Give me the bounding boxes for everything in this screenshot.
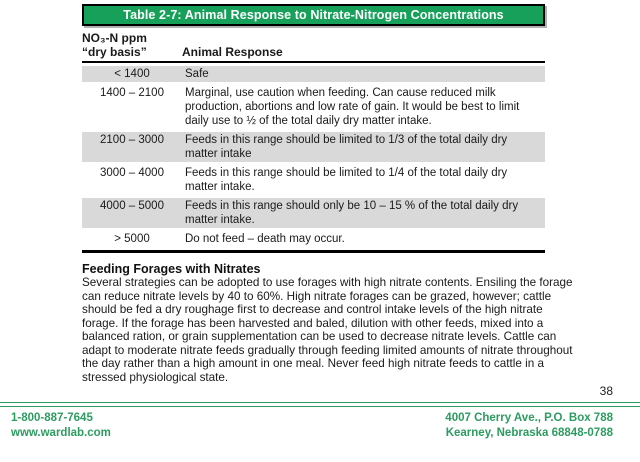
section-body: Several strategies can be adopted to use forages with high nitrate contents. Ensiling the forage can reduce nitrate levels by 40 to 60%. High nitrate forages can be grazed, however; cattle should be fed a dry roughage first to decrease and control intake levels of the high nitrate forage. If the forage has been harvested and baled, dilution with other feeds, mixed into a balanced ration, or grain supplementation can be used to decrease nitrate levels. Cattle can adapt to moderate nitrate feeds gradually through feeding limited amounts of nitrate throughout the day rather than a high amount in one meal. Never feed high nitrate feeds to cattle in a stressed physiological state. [82, 276, 573, 384]
table-title-bar [82, 4, 545, 26]
column-header-animal-response: Animal Response [182, 31, 545, 63]
column-header-concentration-line1: NO₃-N ppm [82, 31, 147, 45]
column-header-concentration-line2: “dry basis” [82, 45, 147, 59]
response-cell: Safe [182, 66, 545, 82]
page-content [82, 4, 573, 384]
table-row [82, 132, 545, 162]
footer-divider [0, 402, 640, 407]
response-cell: Feeds in this range should only be 10 – 15 % of the total daily dry matter intake. [182, 198, 545, 228]
range-cell: 4000 – 5000 [82, 198, 182, 228]
table-title: Table 2-7: Animal Response to Nitrate-Nitrogen Concentrations [123, 8, 504, 22]
range-cell: 1400 – 2100 [100, 87, 164, 99]
footer-contact-right [445, 411, 613, 441]
section-heading: Feeding Forages with Nitrates [82, 262, 261, 276]
range-cell: < 1400 [82, 66, 182, 82]
footer-address-line1: 4007 Cherry Ave., P.O. Box 788 [445, 412, 613, 424]
table-row [82, 66, 545, 82]
table-row [82, 165, 545, 195]
response-cell: Marginal, use caution when feeding. Can cause reduced milk production, abortions and low rate of gain. It would be best to limit daily use to ½ of the total daily dry matter intake. [185, 87, 520, 127]
range-cell: 2100 – 3000 [82, 132, 182, 162]
footer-contact-left [11, 411, 111, 441]
footer-website: www.wardlab.com [11, 427, 111, 439]
table-header-row [82, 31, 545, 63]
range-cell: > 5000 [114, 233, 150, 245]
footer-address-line2: Kearney, Nebraska 68848-0788 [445, 427, 613, 439]
page-number: 38 [599, 384, 613, 398]
response-cell: Feeds in this range should be limited to 1/4 of the total daily dry matter intake. [185, 167, 508, 193]
response-cell: Feeds in this range should be limited to 1/3 of the total daily dry matter intake [182, 132, 545, 162]
table-row [82, 85, 545, 129]
range-cell: 3000 – 4000 [100, 167, 164, 179]
footer-phone: 1-800-887-7645 [11, 412, 93, 424]
response-cell: Do not feed – death may occur. [185, 233, 345, 245]
table-row [82, 231, 545, 247]
column-header-concentration [82, 31, 182, 63]
nitrate-response-table [82, 28, 545, 253]
footer [11, 411, 613, 441]
table-row [82, 198, 545, 228]
